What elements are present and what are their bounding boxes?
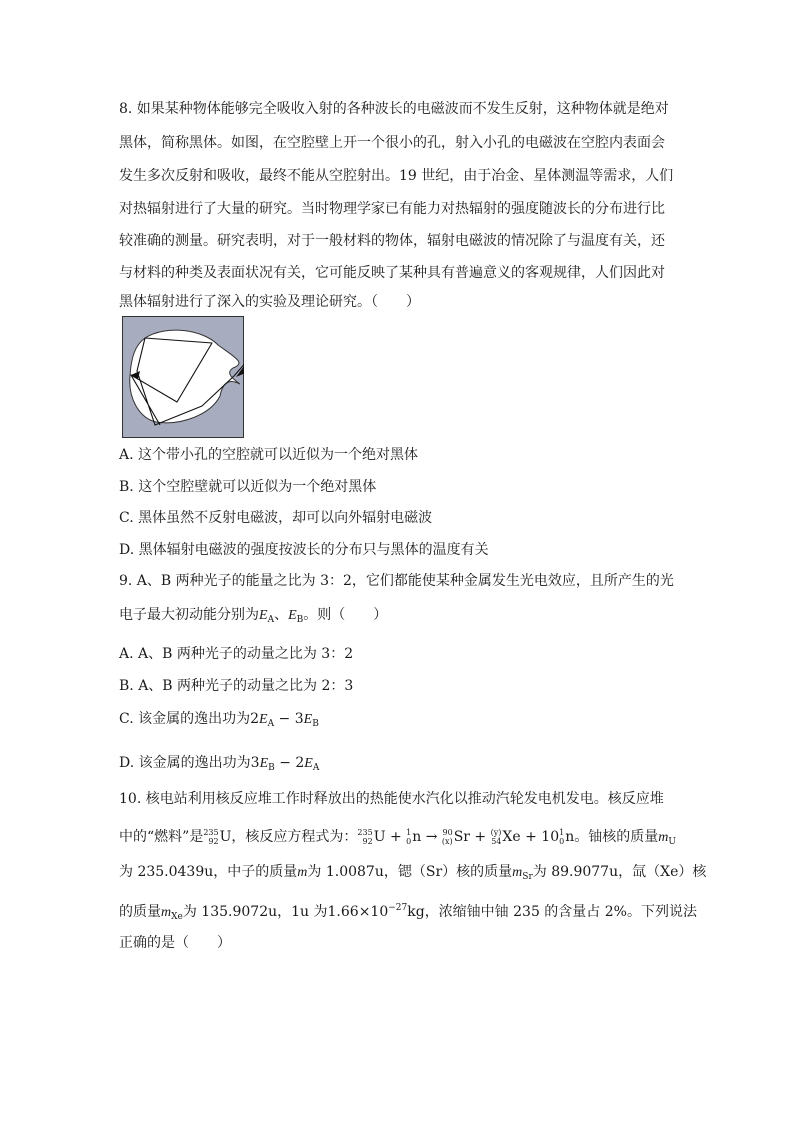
q9-option-d: D. 该金属的逸出功为$3E_B - 2E_A$: [119, 755, 320, 773]
q8-option-c: C. 黑体虽然不反射电磁波，却可以向外辐射电磁波: [119, 510, 433, 526]
q8-option-a: A. 这个带小孔的空腔就可以近似为一个绝对黑体: [119, 447, 419, 463]
q8-line-4: 对热辐射进行了大量的研究。当时物理学家已有能力对热辐射的强度随波长的分布进行比: [119, 201, 665, 217]
q9-option-b: B. A、B 两种光子的动量之比为 2：3: [119, 678, 354, 694]
q10-line-2: 中的“燃料”是 235 92 U，核反应方程式为： 235 92 U + 1 0 n → 90 (x) Sr + (y) 54 Xe + 10 1 0 n。铀核的质量$m_U$: [119, 828, 676, 847]
q9-line-2: 电子最大初动能分别为$E_A$、$E_B$。则（ ）: [119, 607, 388, 625]
q9-line-1: 9. A、B 两种光子的能量之比为 3：2，它们都能使某种金属发生光电效应，且所产生的光: [119, 573, 674, 589]
q8-line-1: 8. 如果某种物体能够完全吸收入射的各种波长的电磁波而不发生反射，这种物体就是绝对: [119, 101, 669, 117]
q10-line-3: 为 235.0439u，中子的质量m为 1.0087u，锶（Sr）核的质量$m_{Sr}$为 89.9077u，氙（Xe）核: [119, 864, 707, 882]
q8-line-2: 黑体，简称黑体。如图，在空腔壁上开一个很小的孔，射入小孔的电磁波在空腔内表面会: [119, 135, 665, 151]
q8-line-7: 黑体辐射进行了深入的实验及理论研究。（ ）: [119, 294, 420, 310]
q8-line-6: 与材料的种类及表面状况有关，它可能反映了某种具有普遍意义的客观规律，人们因此对: [119, 265, 665, 281]
q10-line-1: 10. 核电站利用核反应堆工作时释放出的热能使水汽化以推动汽轮发电机发电。核反应堆: [119, 791, 664, 807]
q9-option-c: C. 该金属的逸出功为$2E_A - 3E_B$: [119, 711, 319, 729]
blackbody-cavity-figure: [122, 316, 244, 438]
q8-option-b: B. 这个空腔壁就可以近似为一个绝对黑体: [119, 479, 377, 495]
nuclear-reaction-equation: 235 92 U + 1 0 n → 90 (x) Sr + (y) 54 Xe + 10 1 0 n: [357, 828, 575, 846]
q8-option-d: D. 黑体辐射电磁波的强度按波长的分布只与黑体的温度有关: [119, 542, 489, 558]
q10-line-5: 正确的是（ ）: [119, 935, 231, 951]
q8-line-3: 发生多次反射和吸收，最终不能从空腔射出。19 世纪，由于冶金、星体测温等需求，人们: [119, 168, 674, 184]
q8-line-5: 较准确的测量。研究表明，对于一般材料的物体，辐射电磁波的情况除了与温度有关，还: [119, 233, 665, 249]
q10-line-4: 的质量$m_{Xe}$为 135.9072u，1u 为$1.66\times 10^{-27}kg$，浓缩铀中铀 235 的含量占 2%。下列说法: [119, 903, 697, 922]
q9-option-d-formula: $3E_B - 2E_A$: [250, 755, 320, 773]
q9-option-a: A. A、B 两种光子的动量之比为 3：2: [119, 646, 354, 662]
q9-option-c-formula: $2E_A - 3E_B$: [250, 711, 319, 729]
